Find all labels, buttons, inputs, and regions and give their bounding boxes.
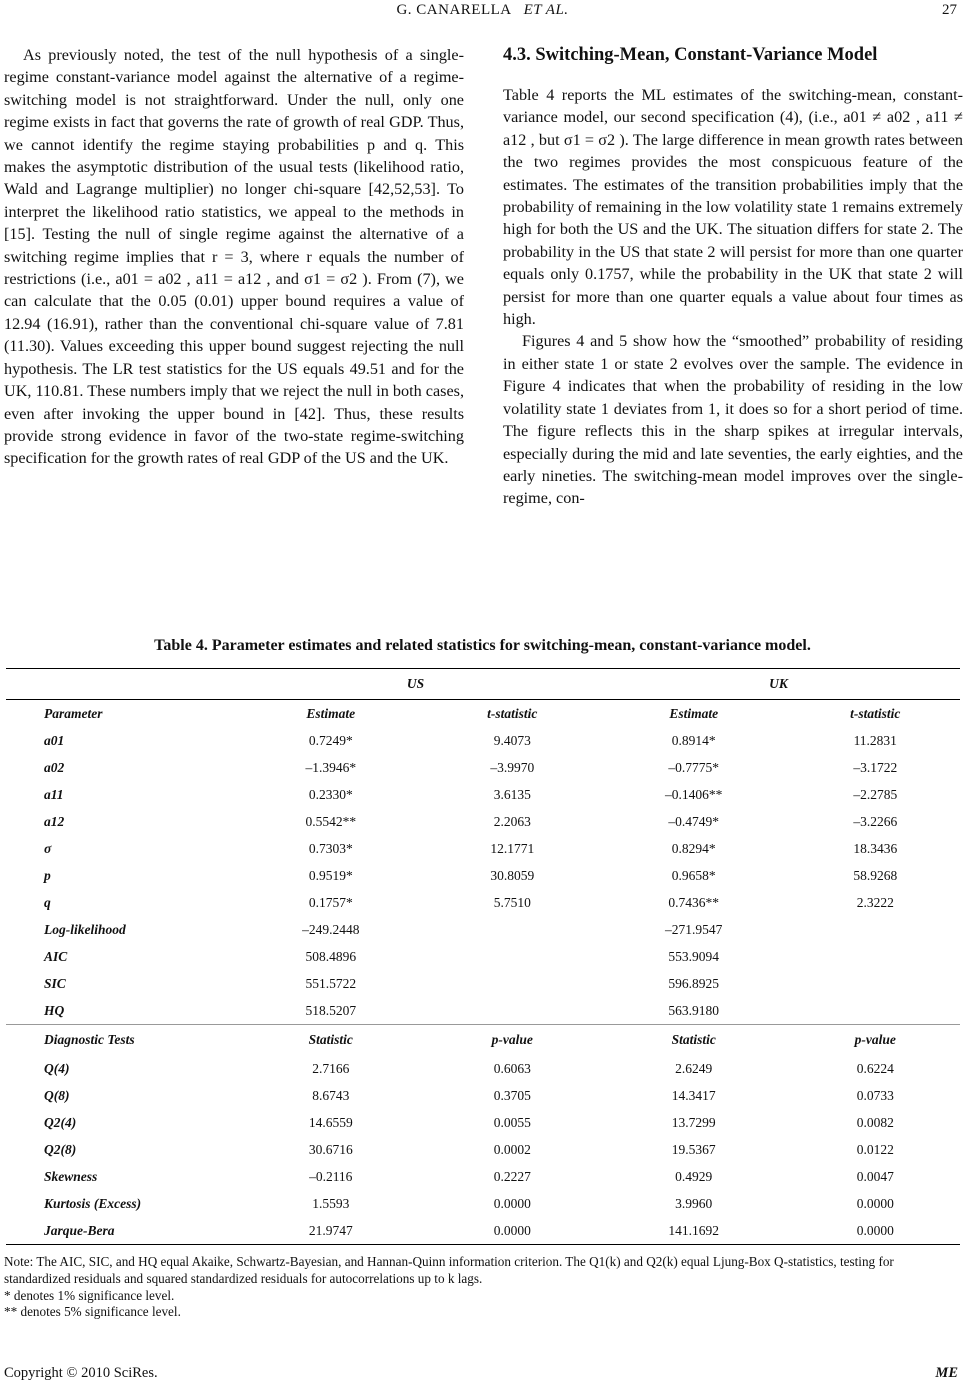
table-cell: 2.6249 (675, 1060, 713, 1076)
table-row (6, 943, 960, 970)
table-row (6, 1025, 960, 1056)
table-cell: 0.0122 (856, 1141, 894, 1157)
table-cell: 518.5207 (305, 1002, 357, 1018)
table-row (6, 1217, 960, 1245)
table-row (6, 1163, 960, 1190)
table-row (6, 1109, 960, 1136)
table-cell: 3.6135 (493, 786, 531, 802)
table-cell: 508.4896 (305, 948, 357, 964)
row-label: a02 (44, 759, 65, 775)
row-label: q (44, 894, 51, 910)
table-row (6, 970, 960, 997)
table-cell: 13.7299 (671, 1114, 716, 1130)
right-paragraph-1: Table 4 reports the ML estimates of the switching-mean, constant-variance model, our second specification (4), (i.e., a01 ≠ a02 , a11 ≠ a12 , but σ1 = σ2 ). The large difference in mean growth rates between the two regimes provides the most conspicuous feature of the estimates. The estimates of the transition probabilities imply that the probability of remaining in the low volatility state 1 remains extremely high for both the US and the UK. The situation differs for state 2. The probability in the US that state 2 will persist for more than one quarter equals only 0.1757, while the probability in the UK that state 2 will persist for more than one quarter equals a value about four times as high. (503, 86, 963, 329)
table-cell: 0.4929 (675, 1168, 713, 1184)
table-header-row (6, 700, 960, 728)
table-cell: 2.3222 (856, 894, 894, 910)
table-cell: 0.8914* (671, 732, 716, 748)
table-cell: p-value (428, 1025, 597, 1056)
table-cell: 58.9268 (853, 867, 898, 883)
row-label: Jarque-Bera (6, 1217, 234, 1245)
row-label: Q2(8) (44, 1141, 77, 1157)
table-cell: –3.9970 (490, 759, 535, 775)
table-cell: 0.2330* (308, 786, 353, 802)
note-line-3: ** denotes 5% significance level. (4, 1304, 181, 1320)
table-cell: 2.2063 (493, 813, 531, 829)
table-row (6, 754, 960, 781)
row-label: Log-likelihood (44, 921, 126, 937)
table-cell: 21.9747 (234, 1217, 428, 1245)
table-cell (791, 970, 961, 997)
row-label: Q2(4) (44, 1114, 77, 1130)
table-cell: 0.9658* (671, 867, 716, 883)
table-cell: 0.7249* (308, 732, 353, 748)
row-label: σ (44, 840, 52, 856)
table-cell: 551.5722 (305, 975, 357, 991)
table-cell: 0.7436** (668, 894, 720, 910)
table-cell: p-value (791, 1025, 961, 1056)
table-cell (428, 943, 597, 970)
table-cell (791, 916, 961, 943)
row-label: a11 (44, 786, 64, 802)
table-row (6, 835, 960, 862)
row-label: Kurtosis (Excess) (44, 1195, 142, 1211)
table-cell: 0.0082 (856, 1114, 894, 1130)
table-cell: 14.6559 (308, 1114, 353, 1130)
table-cell: 0.0733 (856, 1087, 894, 1103)
table-note (4, 1254, 962, 1321)
page-number: 27 (942, 2, 957, 18)
table-cell: 0.7303* (308, 840, 353, 856)
row-label: Skewness (44, 1168, 98, 1184)
row-label: Diagnostic Tests (6, 1025, 234, 1056)
group-us: US (234, 669, 597, 700)
table-cell: Statistic (234, 1025, 428, 1056)
table-cell: 0.6063 (493, 1060, 531, 1076)
table-cell: 0.2227 (493, 1168, 531, 1184)
copyright: Copyright © 2010 SciRes. (4, 1365, 158, 1381)
table-cell: 19.5367 (671, 1141, 716, 1157)
table-cell: 0.5542** (305, 813, 357, 829)
table-cell: 18.3436 (853, 840, 898, 856)
table-cell: –0.7775* (668, 759, 720, 775)
table-cell: 30.6716 (308, 1141, 353, 1157)
table-row (6, 1082, 960, 1109)
right-column (503, 44, 963, 510)
page-header (0, 2, 965, 26)
table-cell: 5.7510 (493, 894, 531, 910)
table-row (6, 1055, 960, 1082)
table-cell: 0.0000 (428, 1217, 597, 1245)
table-row (6, 889, 960, 916)
table-cell: 563.9180 (668, 1002, 720, 1018)
table-cell: 141.1692 (597, 1217, 791, 1245)
row-label: SIC (44, 975, 66, 991)
table-cell (428, 970, 597, 997)
row-label: a01 (44, 732, 65, 748)
table-group-row (6, 669, 960, 700)
table-row (6, 1136, 960, 1163)
table-cell: 0.0055 (493, 1114, 531, 1130)
group-uk: UK (597, 669, 960, 700)
page-footer (4, 1365, 962, 1382)
table-cell: –1.3946* (305, 759, 357, 775)
table-cell: 0.8294* (671, 840, 716, 856)
table-caption: Table 4. Parameter estimates and related statistics for switching-mean, constant-variance model. (154, 637, 811, 654)
running-title (0, 2, 965, 19)
header-authors: G. CANARELLA (396, 2, 511, 18)
left-column (4, 44, 464, 470)
table-cell: –2.2785 (853, 786, 898, 802)
results-table (6, 668, 960, 1245)
table-cell (791, 997, 961, 1025)
col-header: t-statistic (428, 700, 597, 728)
col-header: Estimate (234, 700, 428, 728)
table-cell: 2.7166 (312, 1060, 350, 1076)
col-header: Parameter (6, 700, 234, 728)
table-cell: –0.4749* (668, 813, 720, 829)
table-cell: –0.2116 (309, 1168, 353, 1184)
table-cell: –0.1406** (665, 786, 723, 802)
note-line-1: Note: The AIC, SIC, and HQ equal Akaike, Schwartz-Bayesian, and Hannan-Quinn information criterion. The Q1(k) and Q2(k) equal Ljung-Box Q-statistics, testing for standardized residuals and squared standardized residuals for autocorrelations up to k lags. (4, 1254, 894, 1286)
table-cell: 30.8059 (490, 867, 535, 883)
table-cell: 0.0000 (791, 1217, 961, 1245)
table-row (6, 862, 960, 889)
table-row (6, 727, 960, 754)
table-cell: –271.9547 (665, 921, 723, 937)
row-label: p (44, 867, 51, 883)
table-row (6, 997, 960, 1025)
col-header: Estimate (597, 700, 791, 728)
table-row (6, 916, 960, 943)
table-cell: 0.1757* (308, 894, 353, 910)
table-cell: 0.0000 (493, 1195, 531, 1211)
right-paragraph-2: Figures 4 and 5 show how the “smoothed” probability of residing in either state 1 or state 2 evolves over the sample. The evidence in Figure 4 indicates that when the probability of residing in the low volatility state 1 deviates from 1, it does so for a short period of time. The figure reflects this in the sharp spikes at irregular intervals, especially during the mid and late seventies, the early eighties, and the early nineties. The switching-mean model improves over the single-regime, con- (503, 332, 963, 508)
table-cell: 596.8925 (668, 975, 720, 991)
table-row (6, 808, 960, 835)
table-cell: 3.9960 (675, 1195, 713, 1211)
header-et-al: ET AL. (523, 2, 569, 18)
table-cell (428, 997, 597, 1025)
table-cell: 0.6224 (856, 1060, 894, 1076)
table-row (6, 1190, 960, 1217)
table-cell: 1.5593 (312, 1195, 350, 1211)
table-cell: Statistic (597, 1025, 791, 1056)
table-cell: 11.2831 (853, 732, 897, 748)
table-cell: 12.1771 (490, 840, 535, 856)
table-cell: 9.4073 (493, 732, 531, 748)
table-cell: 0.0047 (856, 1168, 894, 1184)
row-label: a12 (44, 813, 65, 829)
note-line-2: * denotes 1% significance level. (4, 1287, 175, 1303)
row-label: AIC (44, 948, 68, 964)
table-cell (428, 916, 597, 943)
row-label: Q(4) (44, 1060, 70, 1076)
left-paragraph-1: As previously noted, the test of the null hypothesis of a single-regime constant-variance model against the alternative of a regime-switching model is not straightforward. Under the null, only one regime exists in fact that governs the rate of growth of real GDP. Thus, we cannot identify the regime staying probabilities p and q. This makes the asymptotic distribution of the usual tests (likelihood ratio, Wald and Lagrange multiplier) no longer chi-square [42,52,53]. To interpret the likelihood ratio statistics, we appeal to the methods in [15]. Testing the null of single regime against the alternative of a switching regime implies that r = 3, where r equals the number of restrictions (i.e., a01 = a02 , a11 = a12 , and σ1 = σ2 ). From (7), we can calculate that the 0.05 (0.01) upper bound requires a value of 12.94 (16.91), rather than the conventional chi-square value of 7.81 (11.30). Values exceeding this upper bound suggest rejecting the null hypothesis. The LR test statistics for the US equals 49.51 and for the UK, 110.81. These numbers imply that we reject the null in both cases, even after invoking the upper bound in [42]. Thus, these results provide strong evidence in favor of the two-state regime-switching specification for the growth rates of real GDP of the US and the UK. (4, 46, 464, 468)
table-row (6, 781, 960, 808)
table-cell (791, 943, 961, 970)
table-cell: 8.6743 (312, 1087, 350, 1103)
journal-abbrev: ME (935, 1365, 958, 1381)
table-cell: 0.0002 (493, 1141, 531, 1157)
row-label: HQ (44, 1002, 65, 1018)
table-cell: 0.9519* (308, 867, 353, 883)
table-cell: –3.1722 (853, 759, 898, 775)
col-header: t-statistic (791, 700, 961, 728)
table-cell: 0.3705 (493, 1087, 531, 1103)
row-label: Q(8) (44, 1087, 70, 1103)
section-title: 4.3. Switching-Mean, Constant-Variance Model (503, 45, 878, 65)
table-cell: 553.9094 (668, 948, 720, 964)
table-cell: 0.0000 (856, 1195, 894, 1211)
table-cell: –249.2448 (302, 921, 360, 937)
table-cell: 14.3417 (671, 1087, 716, 1103)
table-cell: –3.2266 (853, 813, 898, 829)
